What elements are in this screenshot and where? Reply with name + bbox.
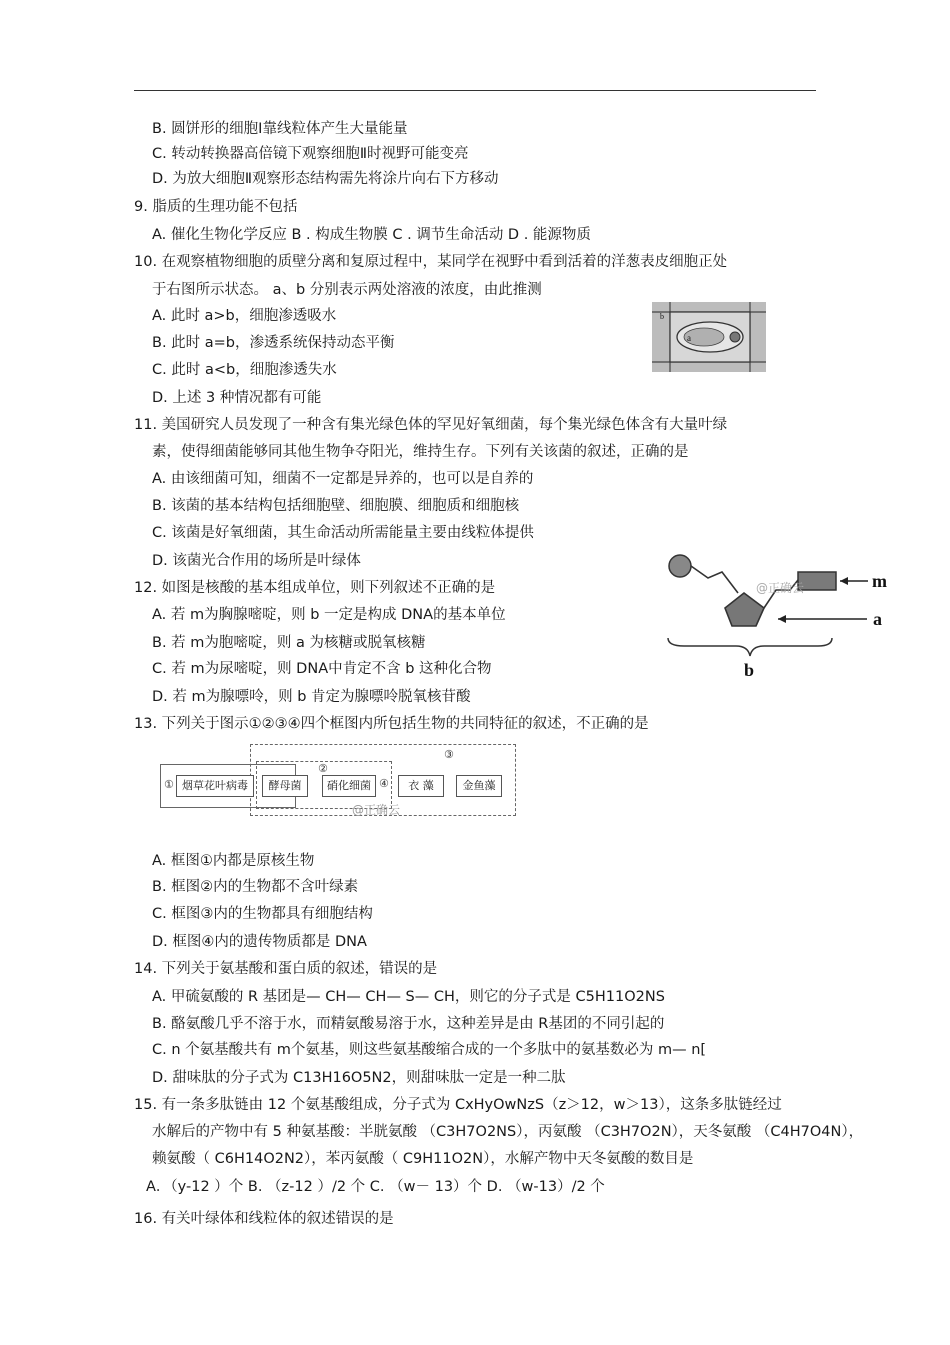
watermark: @正确云 bbox=[352, 803, 401, 817]
box-nitrifying-bacteria: 硝化细菌 bbox=[322, 775, 376, 797]
q11-stem-2: 素，使得细菌能够同其他生物争夺阳光，维持生存。下列有关该菌的叙述，正确的是 bbox=[152, 444, 689, 460]
q11-option-d: D. 该菌光合作用的场所是叶绿体 bbox=[152, 553, 361, 569]
q14-option-a: A. 甲硫氨酸的 R 基团是— CH— CH— S— CH，则它的分子式是 C5H11O2NS bbox=[152, 989, 665, 1005]
box-tobacco-virus: 烟草花叶病毒 bbox=[176, 775, 254, 797]
label-b: b bbox=[744, 660, 755, 680]
q8-option-c: C. 转动转换器高倍镜下观察细胞Ⅱ时视野可能变亮 bbox=[152, 146, 469, 162]
q11-option-a: A. 由该细菌可知，细菌不一定都是异养的，也可以是自养的 bbox=[152, 471, 534, 487]
q10-option-d: D. 上述 3 种情况都有可能 bbox=[152, 390, 322, 406]
q13-option-c: C. 框图③内的生物都具有细胞结构 bbox=[152, 906, 373, 922]
watermark: @正确云 bbox=[756, 581, 805, 595]
label-1: ① bbox=[164, 778, 174, 791]
label-2: ② bbox=[318, 762, 328, 775]
plasmolysis-figure bbox=[652, 302, 766, 372]
q15-stem-1: 15. 有一条多肽链由 12 个氨基酸组成，分子式为 CxHyOwNzS（z＞12，w＞13），这条多肽链经过 bbox=[134, 1097, 782, 1113]
q11-stem-1: 11. 美国研究人员发现了一种含有集光绿色体的罕见好氧细菌，每个集光绿色体含有大量叶绿 bbox=[134, 417, 728, 433]
q10-option-a: A. 此时 a>b，细胞渗透吸水 bbox=[152, 308, 337, 324]
q10-option-b: B. 此时 a=b，渗透系统保持动态平衡 bbox=[152, 335, 395, 351]
classification-figure bbox=[160, 744, 520, 820]
q13-option-b: B. 框图②内的生物都不含叶绿素 bbox=[152, 879, 359, 895]
q9-options: A. 催化生物化学反应 B . 构成生物膜 C . 调节生命活动 D . 能源物质 bbox=[152, 227, 591, 243]
label-4: ④ bbox=[379, 777, 389, 790]
label-3: ③ bbox=[444, 748, 454, 761]
nucleotide-figure bbox=[660, 548, 900, 688]
q9-stem: 9. 脂质的生理功能不包括 bbox=[134, 199, 298, 215]
q15-stem-3: 赖氨酸（ C6H14O2N2），苯丙氨酸（ C9H11O2N），水解产物中天冬氨酸的数目是 bbox=[152, 1151, 694, 1167]
q12-option-d: D. 若 m为腺嘌呤，则 b 肯定为腺嘌呤脱氧核苷酸 bbox=[152, 689, 471, 705]
q10-option-c: C. 此时 a<b，细胞渗透失水 bbox=[152, 362, 337, 378]
q13-option-d: D. 框图④内的遗传物质都是 DNA bbox=[152, 934, 367, 950]
q10-stem-1: 10. 在观察植物细胞的质壁分离和复原过程中，某同学在视野中看到活着的洋葱表皮细胞正处 bbox=[134, 254, 728, 270]
label-m: m bbox=[872, 571, 887, 591]
q14-option-d: D. 甜味肽的分子式为 C13H16O5N2，则甜味肽一定是一种二肽 bbox=[152, 1070, 566, 1086]
q12-option-a: A. 若 m为胸腺嘧啶，则 b 一定是构成 DNA的基本单位 bbox=[152, 607, 506, 623]
label-a: a bbox=[687, 333, 691, 343]
box-hornwort: 金鱼藻 bbox=[456, 775, 502, 797]
q14-stem: 14. 下列关于氨基酸和蛋白质的叙述，错误的是 bbox=[134, 961, 438, 977]
q12-option-c: C. 若 m为尿嘧啶，则 DNA中肯定不含 b 这种化合物 bbox=[152, 661, 492, 677]
q11-option-c: C. 该菌是好氧细菌，其生命活动所需能量主要由线粒体提供 bbox=[152, 525, 534, 541]
q15-options: A．（y-12 ）个 B. （z-12 ）/2 个 C. （w－ 13）个 D. （w-13）/2 个 bbox=[146, 1179, 605, 1195]
q13-option-a: A. 框图①内都是原核生物 bbox=[152, 853, 315, 869]
q16-stem: 16. 有关叶绿体和线粒体的叙述错误的是 bbox=[134, 1211, 394, 1227]
q14-option-c: C. n 个氨基酸共有 m个氨基，则这些氨基酸缩合成的一个多肽中的氨基数必为 m— n[ bbox=[152, 1042, 707, 1058]
q8-option-d: D. 为放大细胞Ⅱ观察形态结构需先将涂片向右下方移动 bbox=[152, 171, 499, 187]
label-a: a bbox=[873, 609, 882, 629]
nucleotide-drawing bbox=[660, 548, 900, 688]
q8-option-b: B. 圆饼形的细胞Ⅰ靠线粒体产生大量能量 bbox=[152, 121, 408, 137]
q13-stem: 13. 下列关于图示①②③④四个框图内所包括生物的共同特征的叙述，不正确的是 bbox=[134, 716, 649, 732]
label-b: b bbox=[660, 312, 664, 321]
q12-stem: 12. 如图是核酸的基本组成单位，则下列叙述不正确的是 bbox=[134, 580, 496, 596]
q11-option-b: B. 该菌的基本结构包括细胞壁、细胞膜、细胞质和细胞核 bbox=[152, 498, 520, 514]
box-chlamydomonas: 衣 藻 bbox=[398, 775, 444, 797]
q14-option-b: B. 酪氨酸几乎不溶于水，而精氨酸易溶于水，这种差异是由 R基团的不同引起的 bbox=[152, 1016, 665, 1032]
q15-stem-2: 水解后的产物中有 5 种氨基酸：半胱氨酸 （C3H7O2NS），丙氨酸 （C3H7O2N），天冬氨酸 （C4H7O4N）， bbox=[152, 1124, 864, 1140]
q12-option-b: B. 若 m为胞嘧啶，则 a 为核糖或脱氧核糖 bbox=[152, 635, 426, 651]
top-rule bbox=[134, 90, 816, 91]
q10-stem-2: 于右图所示状态。 a、b 分别表示两处溶液的浓度，由此推测 bbox=[152, 282, 542, 298]
plasmolysis-drawing bbox=[652, 302, 766, 372]
box-yeast: 酵母菌 bbox=[262, 775, 308, 797]
